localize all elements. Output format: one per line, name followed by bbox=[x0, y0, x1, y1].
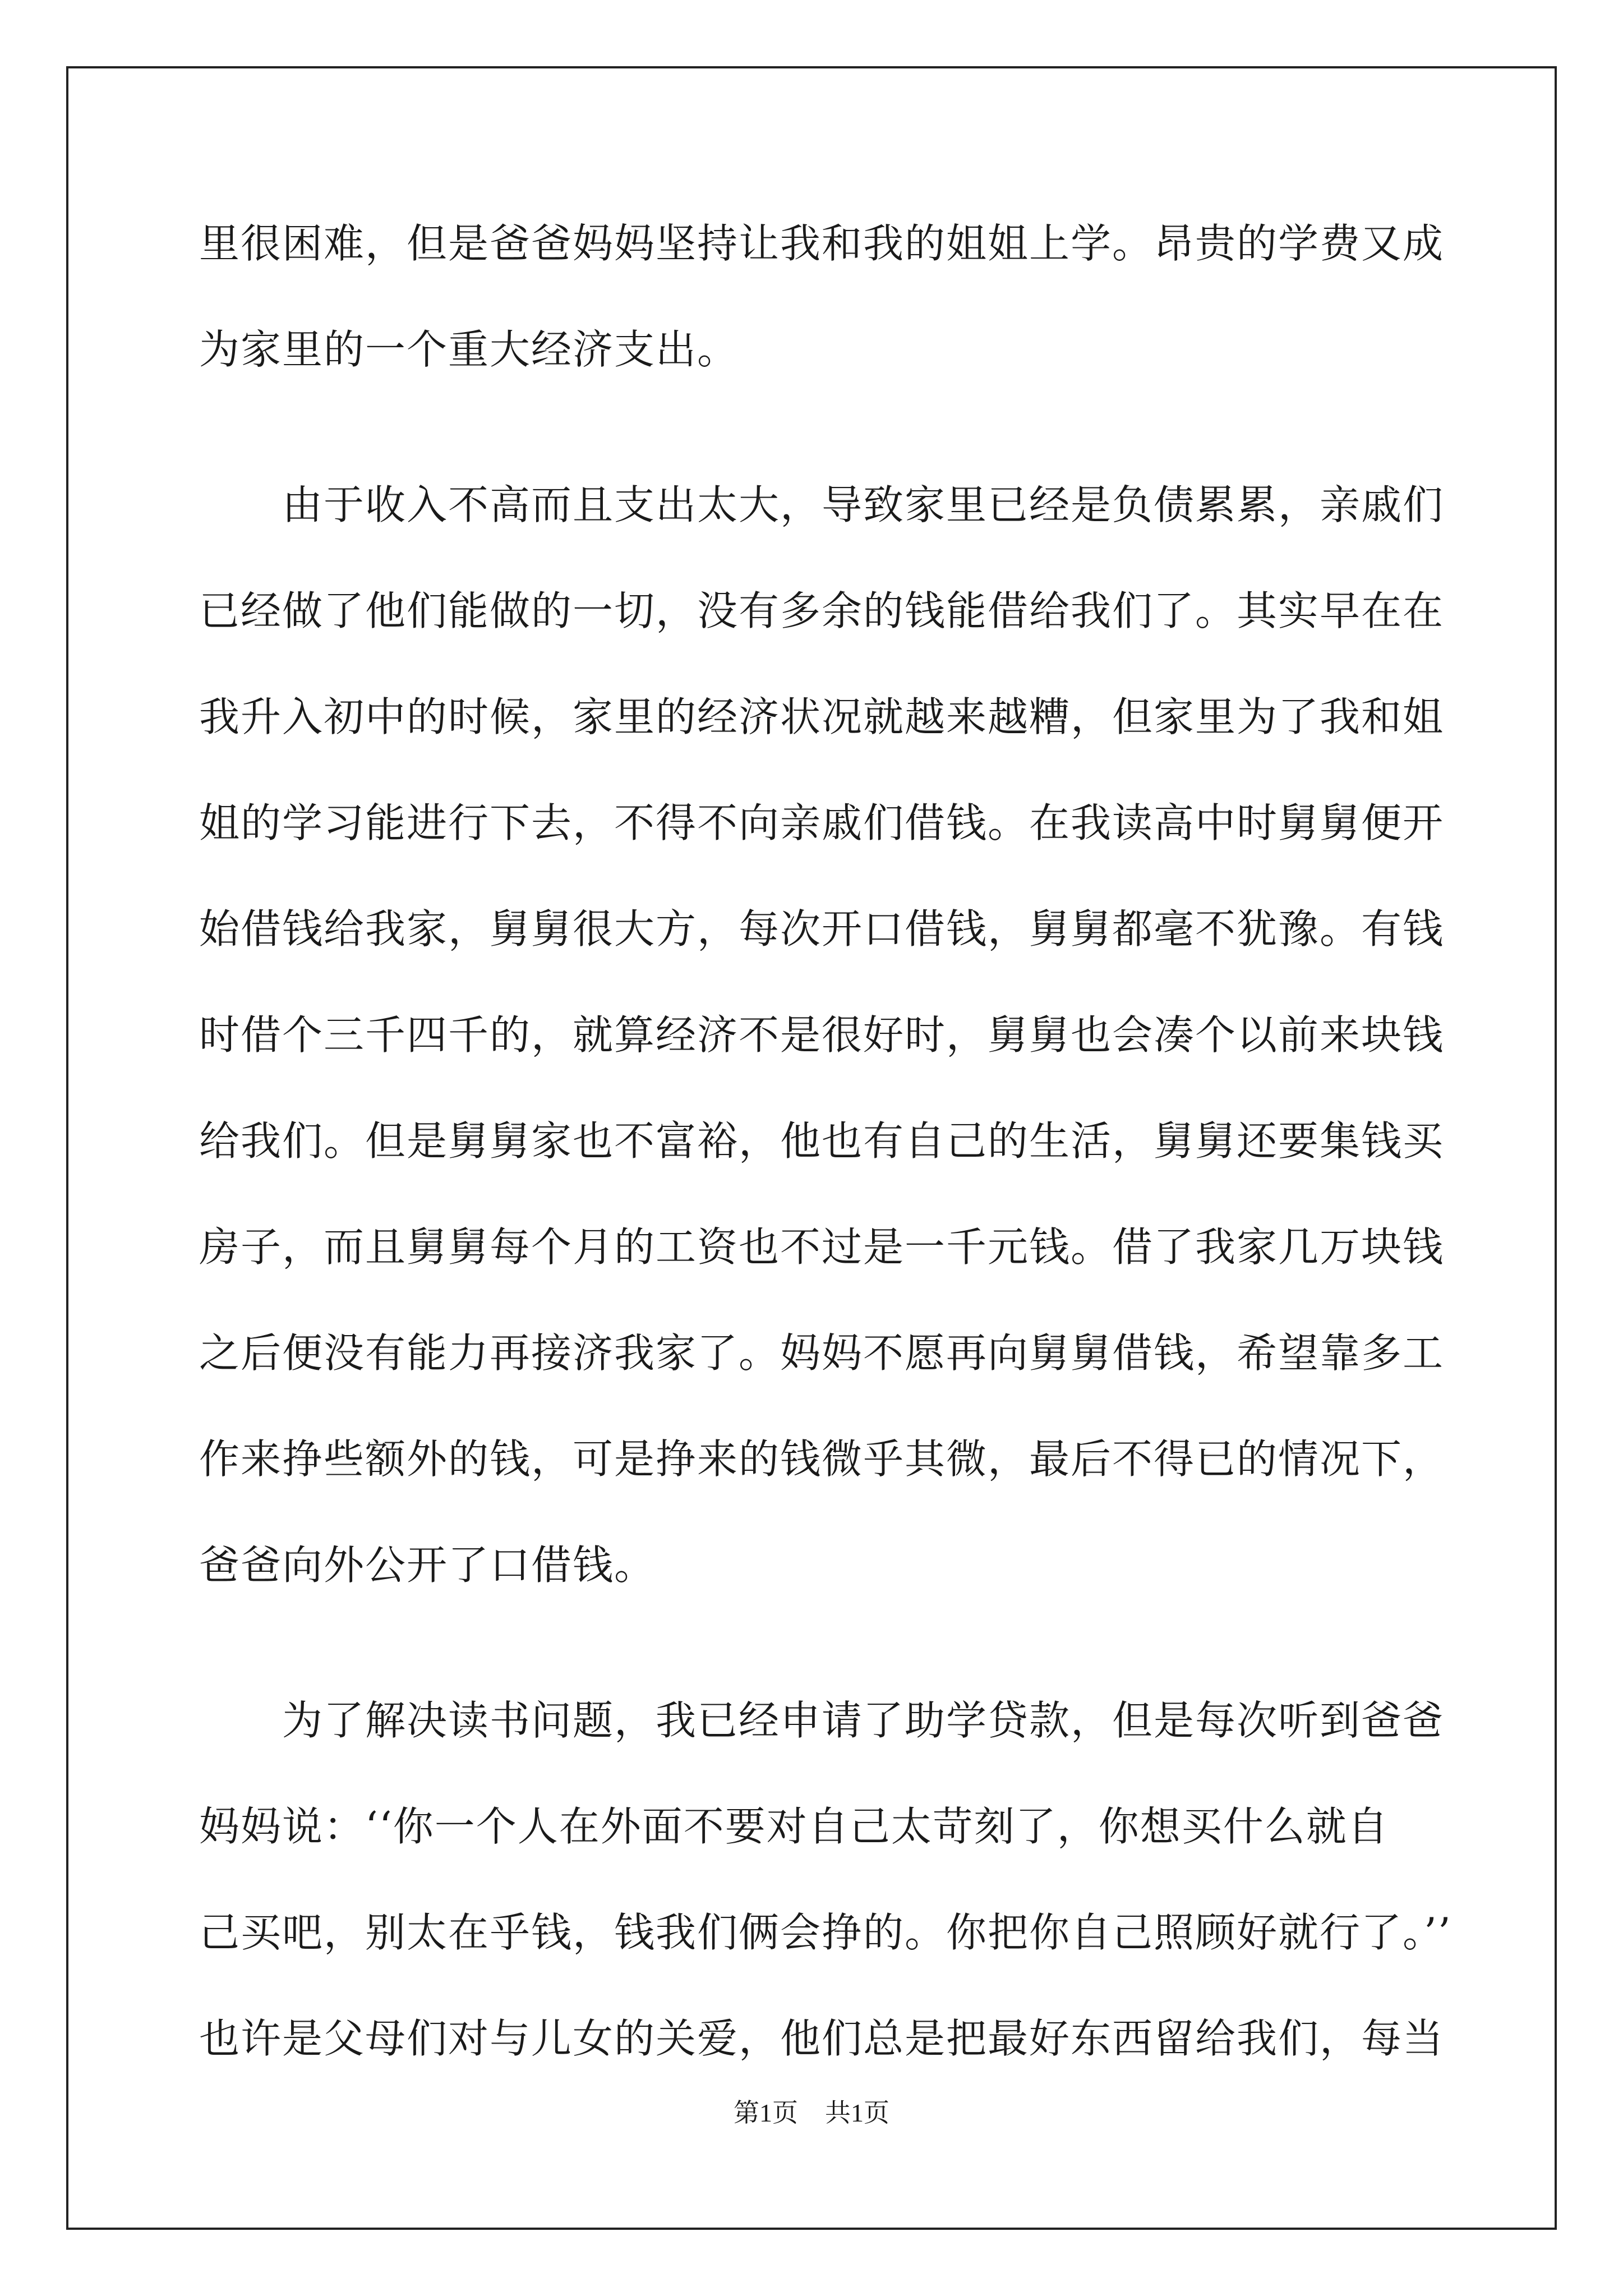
paragraph bbox=[199, 452, 1445, 1618]
paragraph bbox=[199, 1668, 1452, 2092]
page-number: 第1页 bbox=[734, 2099, 798, 2127]
text-line: 为家里的一个重大经济支出。 bbox=[199, 326, 739, 373]
page-footer bbox=[0, 2092, 1623, 2129]
document-body bbox=[199, 191, 1452, 2092]
text-line: 房子，而且舅舅每个月的工资也不过是一千元钱。借了我家几万块钱 bbox=[199, 1223, 1445, 1271]
text-line: 给我们。但是舅舅家也不富裕，他也有自己的生活，舅舅还要集钱买 bbox=[199, 1117, 1445, 1165]
text-line: 姐的学习能进行下去，不得不向亲戚们借钱。在我读高中时舅舅便开 bbox=[199, 799, 1445, 846]
text-line: 己买吧，别太在乎钱，钱我们俩会挣的。你把你自己照顾好就行了。’’ bbox=[199, 1909, 1452, 1956]
text-line: 我升入初中的时候，家里的经济状况就越来越糟，但家里为了我和姐 bbox=[199, 693, 1445, 740]
text-line: 作来挣些额外的钱，可是挣来的钱微乎其微，最后不得已的情况下， bbox=[199, 1435, 1445, 1483]
text-line: 时借个三千四千的，就算经济不是很好时，舅舅也会凑个以前来块钱 bbox=[199, 1011, 1445, 1059]
text-line: 之后便没有能力再接济我家了。妈妈不愿再向舅舅借钱，希望靠多工 bbox=[199, 1329, 1445, 1377]
page-total: 共1页 bbox=[825, 2099, 889, 2127]
text-line: 妈妈说：‘‘你一个人在外面不要对自己太苛刻了，你想买什么就自 bbox=[199, 1803, 1389, 1850]
text-line: 为了解决读书问题，我已经申请了助学贷款，但是每次听到爸爸 bbox=[199, 1697, 1445, 1744]
text-line: 已经做了他们能做的一切，没有多余的钱能借给我们了。其实早在在 bbox=[199, 587, 1445, 634]
text-line: 由于收入不高而且支出太大，导致家里已经是负债累累，亲戚们 bbox=[199, 481, 1445, 528]
text-line: 爸爸向外公开了口借钱。 bbox=[199, 1542, 656, 1589]
text-line: 里很困难，但是爸爸妈妈坚持让我和我的姐姐上学。昂贵的学费又成 bbox=[199, 220, 1445, 267]
text-line: 始借钱给我家，舅舅很大方，每次开口借钱，舅舅都毫不犹豫。有钱 bbox=[199, 905, 1445, 953]
text-line: 也许是父母们对与儿女的关爱，他们总是把最好东西留给我们，每当 bbox=[199, 2015, 1445, 2062]
paragraph bbox=[199, 191, 1445, 403]
